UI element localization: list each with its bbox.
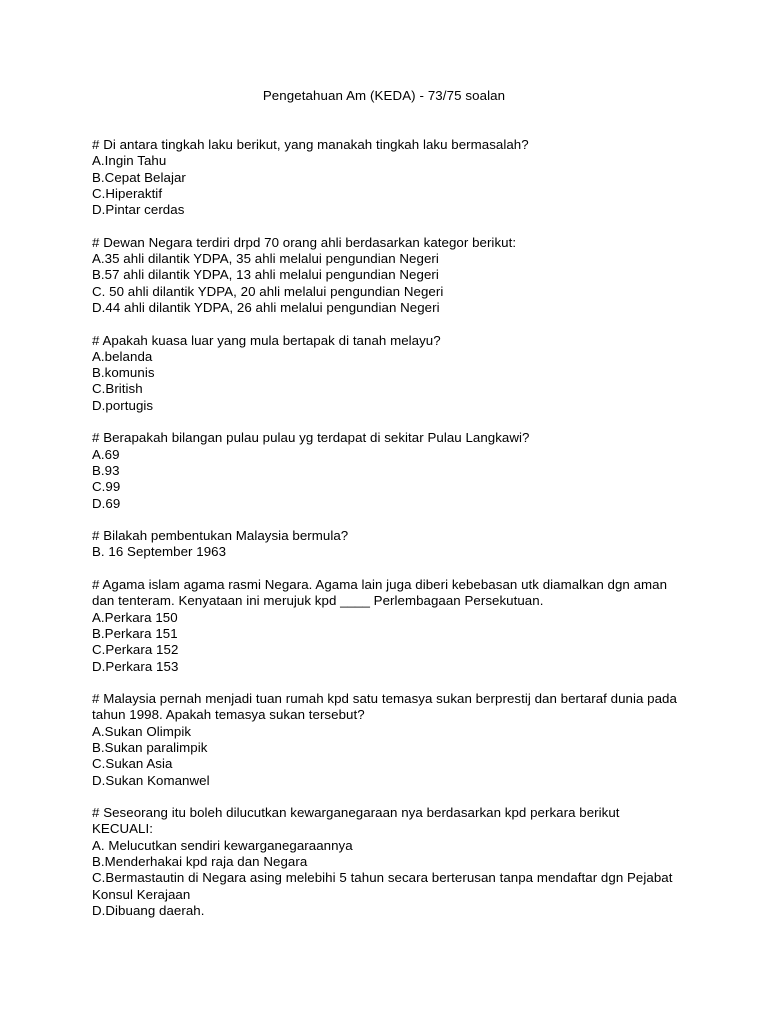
answer-option: D.Pintar cerdas: [92, 202, 185, 218]
answer-option: A.belanda: [92, 348, 153, 364]
question-list: [92, 137, 682, 936]
answer-option: A.35 ahli dilantik YDPA, 35 ahli melalui pengundian Negeri: [92, 251, 439, 267]
answer-option: C.Sukan Asia: [92, 756, 173, 772]
answer-option: D.Dibuang daerah.: [92, 902, 205, 918]
question-text: # Dewan Negara terdiri drpd 70 orang ahli berdasarkan kategor berikut:: [92, 234, 517, 250]
question-text: # Seseorang itu boleh dilucutkan kewarganegaraan nya berdasarkan kpd perkara berikut KECUALI:: [92, 805, 620, 837]
question-text: # Berapakah bilangan pulau pulau yg terdapat di sekitar Pulau Langkawi?: [92, 430, 530, 446]
question-6: [92, 577, 682, 675]
answer-option: C.Hiperaktif: [92, 185, 163, 201]
question-text: # Apakah kuasa luar yang mula bertapak di tanah melayu?: [92, 332, 441, 348]
question-text: # Malaysia pernah menjadi tuan rumah kpd satu temasya sukan berprestij dan bertaraf dunia pada tahun 1998. Apakah temasya sukan tersebut?: [92, 691, 677, 723]
answer-option: C.British: [92, 381, 143, 397]
question-5: [92, 528, 682, 561]
answer-option: C.Perkara 152: [92, 642, 179, 658]
question-3: [92, 333, 682, 414]
answer-option: B.Cepat Belajar: [92, 169, 186, 185]
question-7: [92, 691, 682, 789]
answer-option: B.93: [92, 462, 120, 478]
question-1: [92, 137, 682, 218]
answer-option: A.Sukan Olimpik: [92, 723, 192, 739]
answer-option: B. 16 September 1963: [92, 544, 227, 560]
question-text: # Agama islam agama rasmi Negara. Agama lain juga diberi kebebasan utk diamalkan dgn aman dan tenteram. Kenyataan ini merujuk kpd ____ Perlembagaan Persekutuan.: [92, 577, 668, 609]
answer-option: C.99: [92, 479, 121, 495]
answer-option: A.Perkara 150: [92, 609, 178, 625]
answer-option: A.69: [92, 446, 120, 462]
answer-option: B.Sukan paralimpik: [92, 739, 208, 755]
question-text: # Di antara tingkah laku berikut, yang manakah tingkah laku bermasalah?: [92, 137, 529, 152]
document-title: Pengetahuan Am (KEDA) - 73/75 soalan: [262, 88, 506, 103]
answer-option: D.Perkara 153: [92, 658, 179, 674]
answer-option: D.Sukan Komanwel: [92, 772, 210, 788]
answer-option: D.69: [92, 495, 121, 511]
answer-option: A. Melucutkan sendiri kewarganegaraannya: [92, 837, 353, 853]
answer-option: C. 50 ahli dilantik YDPA, 20 ahli melalui pengundian Negeri: [92, 283, 444, 299]
question-2: [92, 235, 682, 316]
answer-option: D.44 ahli dilantik YDPA, 26 ahli melalui pengundian Negeri: [92, 299, 440, 315]
question-4: [92, 430, 682, 511]
answer-option: D.portugis: [92, 397, 154, 413]
answer-option: A.Ingin Tahu: [92, 153, 167, 169]
answer-option: B.komunis: [92, 365, 155, 381]
answer-option: B.57 ahli dilantik YDPA, 13 ahli melalui pengundian Negeri: [92, 267, 439, 283]
question-8: [92, 805, 682, 919]
answer-option: C.Bermastautin di Negara asing melebihi 5 tahun secara berterusan tanpa mendaftar dgn Pejabat Konsul Kerajaan: [92, 870, 673, 902]
question-text: # Bilakah pembentukan Malaysia bermula?: [92, 528, 349, 544]
answer-option: B.Perkara 151: [92, 625, 178, 641]
answer-option: B.Menderhakai kpd raja dan Negara: [92, 854, 308, 870]
